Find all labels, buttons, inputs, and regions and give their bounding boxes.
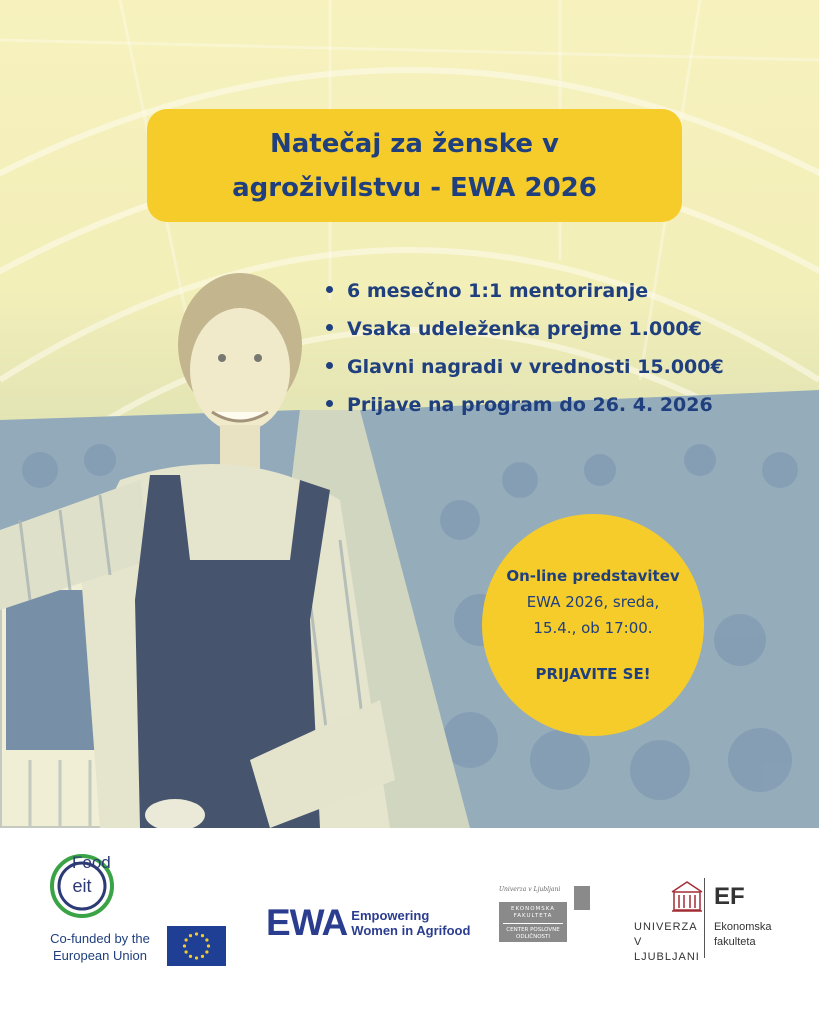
eu-line-1: Co-funded by the — [50, 931, 150, 946]
university-line-1: UNIVERZA — [634, 921, 698, 933]
title-banner — [147, 109, 682, 222]
page-title: Natečaj za ženske v agroživilstvu - EWA 2026 — [232, 128, 597, 203]
cpo-line-3: CENTER POSLOVNE — [506, 927, 560, 933]
ef-mark: EF — [714, 883, 745, 910]
eu-line-2: European Union — [53, 948, 147, 963]
eit-mark: eit — [72, 876, 92, 896]
ewa-mark: EWA — [266, 902, 348, 943]
benefits-list — [326, 276, 724, 428]
bullet-icon — [326, 324, 333, 331]
eit-food-name: Food — [72, 853, 111, 872]
cpo-divider — [503, 923, 563, 924]
presentation-heading: On-line predstavitev — [506, 567, 680, 585]
bullet-icon — [326, 286, 333, 293]
bullet-text: 6 mesečno 1:1 mentoriranje — [347, 280, 649, 302]
list-item — [326, 352, 724, 390]
presentation-date: EWA 2026, sreda, — [526, 593, 660, 611]
register-cta[interactable]: PRIJAVITE SE! — [535, 665, 651, 683]
cpo-line-1: EKONOMSKA — [510, 906, 556, 912]
university-building-icon — [670, 878, 704, 914]
ef-line-2: fakulteta — [714, 936, 756, 948]
bullet-text: Prijave na program do 26. 4. 2026 — [347, 394, 713, 416]
cpo-line-2: FAKULTETA — [513, 913, 553, 919]
ef-line-1: Ekonomska — [714, 921, 772, 933]
ewa-logo — [266, 903, 470, 943]
ewa-tagline-1: Empowering — [351, 908, 430, 923]
list-item — [326, 390, 724, 428]
list-item — [326, 314, 724, 352]
bullet-text: Vsaka udeleženka prejme 1.000€ — [347, 318, 702, 340]
cpo-line-4: ODLIČNOSTI — [515, 934, 550, 940]
presentation-badge[interactable] — [482, 514, 704, 736]
cpo-box — [499, 902, 567, 942]
list-item — [326, 276, 724, 314]
cpo-logo — [499, 884, 594, 942]
presentation-time: 15.4., ob 17:00. — [533, 619, 653, 637]
ewa-tagline — [351, 908, 470, 938]
logo-divider — [704, 878, 705, 958]
bullet-text: Glavni nagradi v vrednosti 15.000€ — [347, 356, 724, 378]
ewa-tagline-2: Women in Agrifood — [351, 923, 471, 938]
ef-name — [714, 920, 794, 950]
eu-cofunded-text — [35, 930, 165, 964]
eu-flag-icon — [167, 926, 226, 966]
university-name — [634, 920, 706, 965]
cpo-grey-block — [574, 886, 590, 910]
bullet-icon — [326, 362, 333, 369]
cpo-university: Univerza v Ljubljani — [499, 886, 561, 893]
bullet-icon — [326, 400, 333, 407]
university-line-2: V LJUBLJANI — [634, 936, 700, 963]
logo-footer — [0, 828, 819, 1024]
